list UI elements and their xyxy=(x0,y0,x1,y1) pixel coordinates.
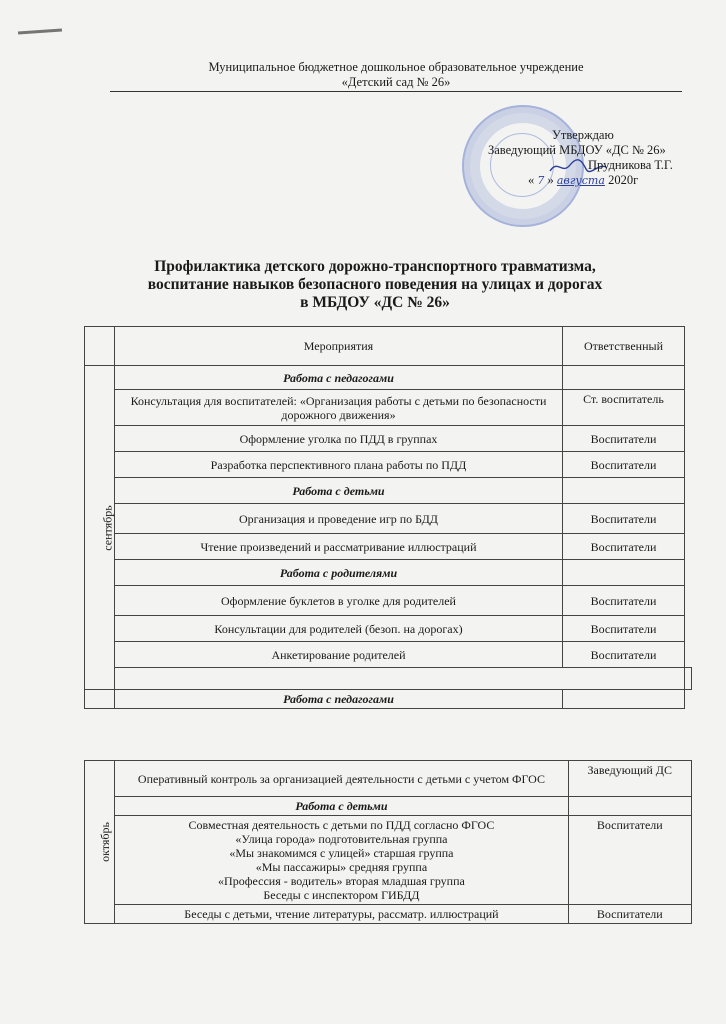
plan-table-october xyxy=(84,760,692,924)
date-year: 2020г xyxy=(608,173,639,187)
event-cell: Чтение произведений и рассматривание иллюстраций xyxy=(115,534,563,560)
table-row xyxy=(85,905,692,924)
responsible-cell: Ст. воспитатель xyxy=(563,390,685,426)
event-cell: Оформление уголка по ПДД в группах xyxy=(115,426,563,452)
org-line-1: Муниципальное бюджетное дошкольное образовательное учреждение xyxy=(208,60,584,74)
approval-name: Прудникова Т.Г. xyxy=(588,158,673,172)
responsible-cell xyxy=(563,366,685,390)
header-responsible: Ответственный xyxy=(563,327,685,366)
section-row xyxy=(85,366,692,390)
event-cell: Разработка перспективного плана работы по ПДД xyxy=(115,452,563,478)
section-row xyxy=(85,560,692,586)
table-row xyxy=(85,534,692,560)
responsible-cell: Воспитатели xyxy=(563,534,685,560)
document-title: Профилактика детского дорожно-транспортного травматизма, воспитание навыков безопасного поведения на улицах и дорогах в МБДОУ «ДС № 26» xyxy=(147,258,603,311)
plan-table-september xyxy=(84,326,692,709)
responsible-cell: Воспитатели xyxy=(563,616,685,642)
section-title: Работа с педагогами xyxy=(115,690,563,709)
responsible-cell: Воспитатели xyxy=(563,586,685,616)
table-row xyxy=(85,426,692,452)
table-row xyxy=(85,616,692,642)
responsible-cell: Воспитатели xyxy=(563,642,685,668)
event-cell: Беседы с детьми, чтение литературы, рассматр. иллюстраций xyxy=(115,905,568,924)
approval-label: Утверждаю xyxy=(552,128,614,142)
header-divider xyxy=(110,91,682,92)
org-line-2: «Детский сад № 26» xyxy=(341,75,451,89)
responsible-cell: Воспитатели xyxy=(563,426,685,452)
approval-block xyxy=(488,128,688,188)
approval-position: Заведующий МБДОУ «ДС № 26» xyxy=(488,143,666,157)
responsible-cell xyxy=(563,478,685,504)
responsible-cell: Воспитатели xyxy=(568,816,691,905)
section-title: Работа с родителями xyxy=(115,560,563,586)
event-cell: Консультация для воспитателей: «Организация работы с детьми по безопасности дорожного движения» xyxy=(115,390,563,426)
event-cell: Организация и проведение игр по БДД xyxy=(115,504,563,534)
section-title: Работа с детьми xyxy=(115,478,563,504)
table-header-row xyxy=(85,327,692,366)
month-october: октябрь xyxy=(85,761,115,924)
organization-header xyxy=(110,60,682,90)
date-day: 7 xyxy=(537,174,545,187)
table-row xyxy=(85,452,692,478)
event-cell: Оформление буклетов в уголке для родителей xyxy=(115,586,563,616)
event-cell: Совместная деятельность с детьми по ПДД согласно ФГОС «Улица города» подготовительная группа «Мы знакомимся с улицей» старшая группа «Мы пассажиры» средняя группа «Профессия - водитель» вторая младшая группа Беседы с инспектором ГИБДД xyxy=(115,816,568,905)
responsible-cell: Воспитатели xyxy=(563,504,685,534)
table-row xyxy=(85,504,692,534)
table-row xyxy=(85,642,692,668)
section-title: Работа с педагогами xyxy=(115,366,563,390)
section-row xyxy=(85,478,692,504)
table-row xyxy=(85,390,692,426)
responsible-cell: Заведующий ДС xyxy=(568,761,691,797)
table-row xyxy=(85,586,692,616)
section-row xyxy=(85,690,692,709)
table-row xyxy=(85,761,692,797)
table-row xyxy=(85,816,692,905)
approval-date: « 7 » августа 2020г xyxy=(528,173,639,187)
responsible-cell xyxy=(563,560,685,586)
event-cell: Оперативный контроль за организацией деятельности с детьми с учетом ФГОС xyxy=(115,761,568,797)
scan-mark xyxy=(18,28,62,34)
section-title: Работа с детьми xyxy=(115,797,568,816)
section-row xyxy=(85,797,692,816)
responsible-cell: Воспитатели xyxy=(563,452,685,478)
header-events: Мероприятия xyxy=(115,327,563,366)
event-cell: Анкетирование родителей xyxy=(115,642,563,668)
responsible-cell: Воспитатели xyxy=(568,905,691,924)
month-september: сентябрь xyxy=(85,366,115,690)
date-month: августа xyxy=(556,174,605,187)
event-cell: Консультации для родителей (безоп. на дорогах) xyxy=(115,616,563,642)
blank-row xyxy=(85,668,692,690)
